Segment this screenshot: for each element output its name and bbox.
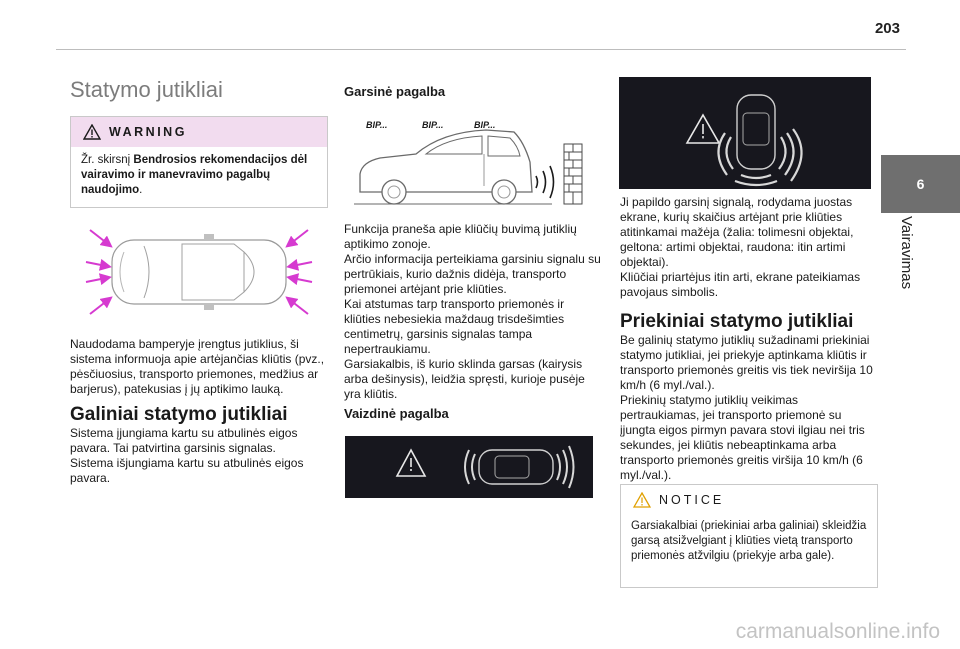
rear-sensors-text-1: Sistema įjungiama kartu su atbulinės eigos pavara. Tai patvirtina garsinis signalas. (70, 426, 298, 455)
warning-text (71, 147, 327, 206)
visual-assist-section (344, 406, 604, 421)
audio-text-4: Garsiakalbis, iš kurio sklinda garsas (kairysis arba dešinysis), leidžia spręsti, kurioje pusėje yra kliūtis. (344, 357, 585, 401)
front-sensors-section (620, 311, 878, 483)
visual-text-1: Ji papildo garsinį signalą, rodydama juostas ekrane, kurių skaičius artėjant prie kliūties atitinkamai mažėja (žalia: tolimesni objektai, geltona: artimi objektai, raudona: itin artimi objektai). (620, 195, 854, 269)
visual-display-image (619, 77, 871, 189)
bip-label-3: BIP... (474, 120, 496, 130)
parking-screen-icon (345, 436, 593, 498)
bip-label-2: BIP... (422, 120, 444, 130)
notice-text: Garsiakalbiai (priekiniai arba galiniai) skleidžia garsą atsižvelgiant į kliūties vietą transporto priemonės atžvilgiu (priekyje arba gale). (631, 520, 867, 562)
front-sensors-text-1: Be galinių statymo jutiklių sužadinami priekiniai statymo jutikliai, jei priekyje aptinkama kliūtis ir transporto priemonės greitis vis tiek neviršija 10 km/h (6 myl./val.). (620, 333, 873, 392)
audio-assist-title: Garsinė pagalba (344, 84, 446, 99)
rear-sensors-title: Galiniai statymo jutikliai (70, 404, 288, 425)
warning-label: WARNING (109, 125, 187, 139)
intro-text-block (70, 337, 328, 397)
parking-display-icon (619, 77, 871, 189)
notice-triangle-icon (633, 492, 651, 508)
rear-sensors-section (70, 404, 328, 486)
notice-label: NOTICE (659, 493, 725, 507)
audio-assist-text (344, 222, 604, 402)
watermark: carmanualsonline.info (735, 620, 940, 643)
audio-text-1: Funkcija praneša apie kliūčių buvimą jutiklių aptikimo zonoje. (344, 222, 577, 251)
warning-triangle-icon (83, 124, 101, 140)
audio-assist-section (344, 84, 604, 99)
warning-header (71, 117, 327, 147)
notice-box (620, 484, 878, 588)
visual-assist-screen (345, 436, 593, 498)
warning-text-start: Žr. skirsnį (81, 154, 134, 166)
front-sensors-text-2: Priekinių statymo jutiklių veikimas pertraukiamas, jei transporto priemonė su įjungta eigos pirmyn pavara stovi ilgiau nei tris sekundes, jei kliūtis nebeaptinkama arba transporto priemonės greitis viršija 10 km/h (6 myl./val.). (620, 393, 865, 482)
front-sensors-title: Priekiniai statymo jutikliai (620, 311, 854, 332)
visual-text-2: Kliūčiai priartėjus itin arti, ekrane pateikiamas pavojaus simbolis. (620, 270, 861, 299)
audio-text-3: Kai atstumas tarp transporto priemonės ir kliūties nebesiekia maždaug trisdešimties centimetrų, garsinis signalas tampa nepertraukiamu. (344, 297, 565, 356)
column-1 (70, 77, 328, 102)
sensor-zones-illustration (84, 222, 314, 322)
warning-box (70, 116, 328, 208)
intro-paragraph: Naudodama bamperyje įrengtus jutiklius, ši sistema informuoja apie artėjančias kliūtis (pvz., pėsčiuosius, transporto priemones, medžius ar barjerus), patekusias į jų aptikimo lauką. (70, 337, 325, 396)
chapter-label (895, 216, 915, 326)
page-title: Statymo jutikliai (70, 77, 223, 102)
car-top-view-icon (84, 222, 314, 322)
bip-label-1: BIP... (366, 120, 388, 130)
car-side-view-icon (346, 114, 596, 210)
chapter-tab[interactable]: 6 (881, 155, 960, 213)
notice-header (621, 485, 877, 515)
rear-sensors-text-2: Sistema išjungiama kartu su atbulinės eigos pavara. (70, 456, 304, 485)
audio-text-2: Arčio informacija perteikiama garsiniu signalu su pertrūkiais, kurio dažnis didėja, transporto priemonei artėjant prie kliūties. (344, 252, 601, 296)
visual-assist-title: Vaizdinė pagalba (344, 406, 449, 421)
visual-assist-text (620, 195, 878, 300)
warning-text-end: . (139, 184, 143, 196)
chapter-title: Vairavimas (898, 216, 915, 290)
audio-assist-illustration (346, 114, 596, 210)
top-divider (56, 49, 906, 50)
warning-reference: Bendrosios rekomendacijos dėl vairavimo ir manevravimo pagalbų naudojimo (81, 154, 308, 196)
page-number: 203 (874, 20, 900, 37)
